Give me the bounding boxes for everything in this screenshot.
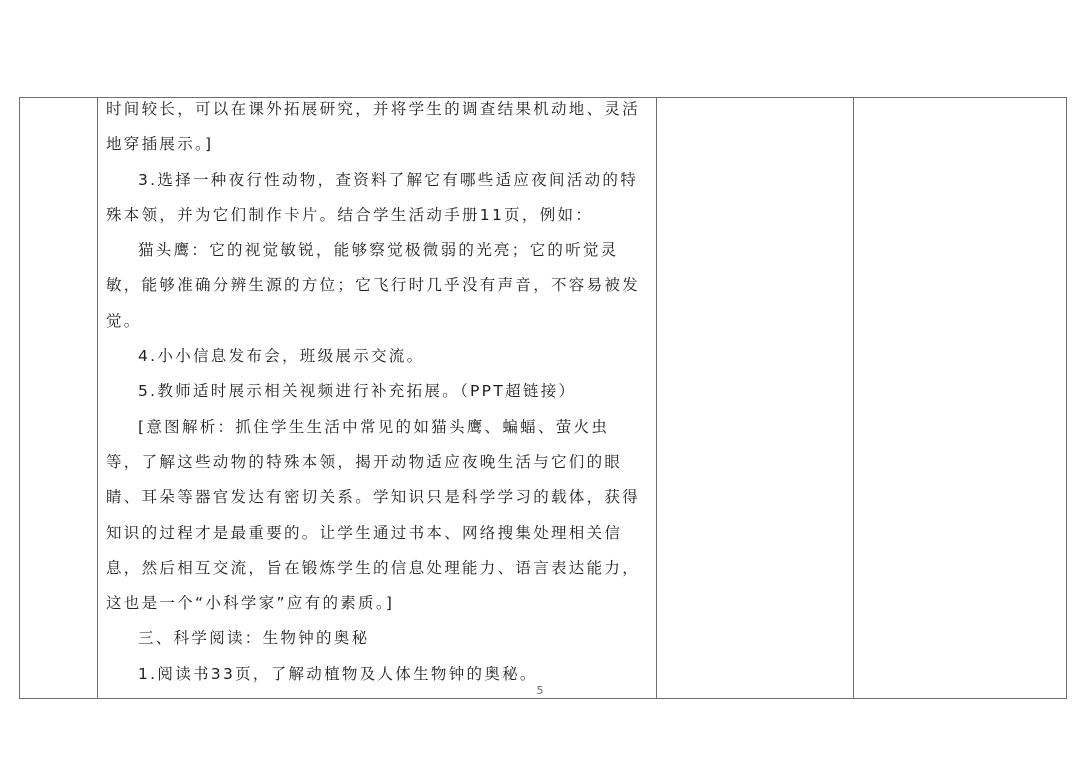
text-line: 觉。 (106, 311, 142, 330)
content-text (98, 98, 656, 698)
text-line: 睛、耳朵等器官发达有密切关系。学知识只是科学学习的载体，获得 (106, 488, 641, 507)
right-empty-cell (854, 98, 1067, 699)
text-line: 猫头鹰：它的视觉敏锐，能够察觉极微弱的光亮；它的听觉灵 (138, 241, 619, 260)
text-line: 敏，能够准确分辨生源的方位；它飞行时几乎没有声音，不容易被发 (106, 276, 641, 295)
text-line: 3.选择一种夜行性动物，查资料了解它有哪些适应夜间活动的特 (138, 170, 638, 189)
table-row (20, 98, 1067, 699)
text-line: 4.小小信息发布会，班级展示交流。 (138, 347, 425, 366)
text-line: 殊本领，并为它们制作卡片。结合学生活动手册11页，例如： (106, 205, 594, 224)
text-line: 知识的过程才是最重要的。让学生通过书本、网络搜集处理相关信 (106, 523, 623, 542)
lesson-plan-table (19, 97, 1067, 699)
text-line: 地穿插展示。] (106, 135, 214, 154)
text-line: 5.教师适时展示相关视频进行补充拓展。（PPT超链接） (138, 382, 577, 401)
text-line: 息，然后相互交流，旨在锻炼学生的信息处理能力、语言表达能力， (106, 558, 641, 577)
page-number: 5 (536, 684, 544, 697)
text-line: 时间较长，可以在课外拓展研究，并将学生的调查结果机动地、灵活 (106, 100, 641, 118)
content-cell (98, 98, 657, 699)
text-line: 1.阅读书33页，了解动植物及人体生物钟的奥秘。 (138, 664, 538, 683)
text-line: 三、科学阅读：生物钟的奥秘 (138, 629, 370, 648)
middle-empty-cell (657, 98, 854, 699)
left-empty-cell (20, 98, 98, 699)
text-line: [意图解析：抓住学生生活中常见的如猫头鹰、蝙蝠、萤火虫 (138, 417, 610, 436)
text-line: 这也是一个“小科学家”应有的素质。] (106, 594, 395, 613)
text-line: 等，了解这些动物的特殊本领，揭开动物适应夜晚生活与它们的眼 (106, 452, 623, 471)
